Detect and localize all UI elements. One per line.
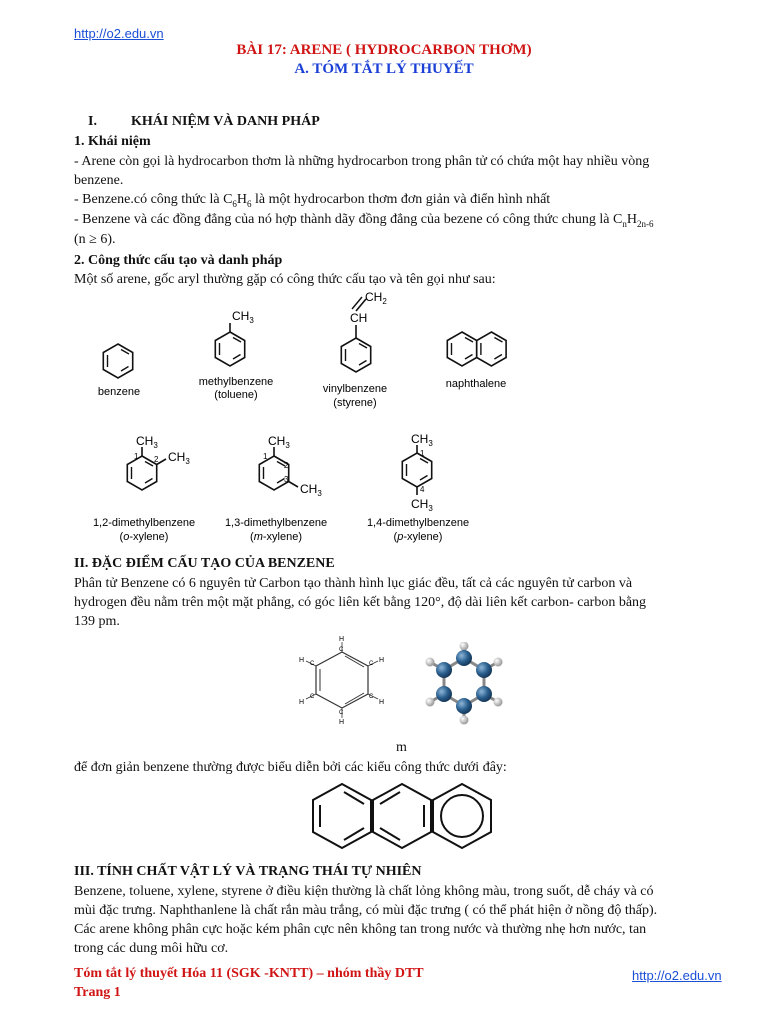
section1-number: I. (88, 114, 97, 129)
section3-heading: III. TÍNH CHẤT VẬT LÝ VÀ TRẠNG THÁI TỰ NHIÊN (74, 864, 422, 879)
styrene-label: vinylbenzene (322, 383, 388, 395)
styrene-ch: CH (350, 311, 368, 325)
benzene-ball-stick-model (412, 642, 522, 732)
toluene-common-label: (toluene) (214, 389, 258, 401)
o-xylene-ch3-1: $CH_3$ (136, 434, 158, 450)
m-xylene-ch3-1: $CH_3$ (268, 434, 290, 450)
styrene-ch2: $CH_2$ (365, 290, 387, 306)
o-xylene-ch3-2: $CH_3$ (168, 450, 190, 466)
o-xylene-num2: 2 (154, 455, 159, 464)
section3-p1: Benzene, toluene, xylene, styrene ở điều kiện thường là chất lỏng không màu, trong suốt, dễ cháy và có (74, 884, 654, 899)
p-xylene-num4: 4 (420, 485, 425, 494)
kekule-h-bottom: H (339, 719, 345, 724)
paragraph-arene-def: - Arene còn gọi là hydrocarbon thơm là những hydrocarbon trong phân tử có chứa một hay nhiều vòng (74, 154, 650, 169)
section2-p1: Phân tử Benzene có 6 nguyên tử Carbon tạo thành hình lục giác đều, tất cả các nguyên tử carbon và (74, 576, 633, 591)
section3-p4: trong các dung môi hữu cơ. (74, 941, 229, 956)
benzene-kekule-structure (290, 634, 400, 724)
kekule-c: C (310, 694, 315, 700)
stray-m-char: m (396, 740, 407, 755)
paragraph-arene-def-cont: benzene. (74, 173, 124, 188)
benzene-kekule-1 (313, 784, 371, 848)
toluene-label: methylbenzene (198, 376, 274, 388)
section-subtitle: A. TÓM TẮT LÝ THUYẾT (294, 61, 474, 77)
section3-p3: Các arene không phân cực hoặc kém phân cực nên không tan trong nước và thường nhẹ hơn nước, tan (74, 922, 647, 937)
arene-structures-figure (70, 285, 510, 555)
paragraph-homologous-series: - Benzene và các đồng đẳng của nó hợp thành dãy đồng đẳng của bezene có công thức chung là $C_nH_{2n-6}$ (74, 212, 654, 229)
paragraph-benzene-formula: - Benzene.có công thức là $C_6H_6$ là một hydrocarbon thơm đơn giản và điển hình nhất (74, 192, 551, 209)
kekule-h-bl: H (299, 699, 305, 706)
footer-page-number: Trang 1 (74, 985, 121, 1000)
kekule-c: C (339, 647, 344, 653)
o-xylene-label: 1,2-dimethylbenzene (92, 517, 196, 529)
kekule-c: C (369, 661, 374, 667)
section2-p2: hydrogen đều nằm trên một mặt phẳng, có góc liên kết bằng 120°, độ dài liên kết carbon- carbon bằng (74, 595, 647, 610)
styrene-structure (341, 297, 370, 372)
p-xylene-label: 1,4-dimethylbenzene (366, 517, 470, 529)
section2-p3: 139 pm. (74, 614, 120, 629)
paragraph-n-condition: (n ≥ 6). (74, 232, 116, 247)
section2-heading: II. ĐẶC ĐIỂM CẤU TẠO CỦA BENZENE (74, 556, 335, 571)
kekule-c: C (369, 694, 374, 700)
subheading-structure-naming: 2. Công thức cấu tạo và danh pháp (74, 253, 283, 268)
benzene-label: benzene (97, 386, 141, 398)
m-xylene-num1: 1 (263, 452, 268, 461)
section2-p4: để đơn giản benzene thường được biểu diễn bởi các kiểu công thức dưới đây: (74, 760, 507, 775)
benzene-representations (310, 780, 495, 852)
kekule-c: C (339, 710, 344, 716)
naphthalene-label: naphthalene (445, 378, 507, 390)
p-xylene-structure (402, 445, 431, 495)
m-xylene-ch3-3: $CH_3$ (300, 482, 322, 498)
benzene-circle (433, 784, 491, 848)
toluene-ch3: $CH_3$ (232, 309, 254, 325)
p-xylene-num1: 1 (420, 449, 425, 458)
p-xylene-ch3-1: $CH_3$ (411, 432, 433, 448)
subheading-khai-niem: 1. Khái niệm (74, 134, 151, 149)
naphthalene-structure (447, 332, 506, 366)
p-xylene-ch3-4: $CH_3$ (411, 497, 433, 513)
toluene-structure (215, 323, 244, 366)
m-xylene-num2: 2 (284, 461, 289, 470)
section1-heading: KHÁI NIỆM VÀ DANH PHÁP (131, 114, 320, 129)
o-xylene-common-label: (o-xylene) (119, 531, 169, 543)
kekule-h-tl: H (299, 657, 305, 664)
header-link[interactable]: http://o2.edu.vn (74, 26, 164, 41)
kekule-h-br: H (379, 699, 385, 706)
paragraph-intro-structures: Một số arene, gốc aryl thường gặp có công thức cấu tạo và tên gọi như sau: (74, 272, 496, 287)
kekule-h-tr: H (379, 657, 385, 664)
styrene-common-label: (styrene) (333, 397, 377, 409)
o-xylene-num1: 1 (134, 452, 139, 461)
benzene-kekule-2 (373, 784, 431, 848)
kekule-h-top: H (339, 636, 345, 643)
m-xylene-num3: 3 (284, 475, 289, 484)
footer-title: Tóm tắt lý thuyết Hóa 11 (SGK -KNTT) – nhóm thầy DTT (74, 966, 424, 981)
benzene-structure (103, 344, 132, 378)
p-xylene-common-label: (p-xylene) (393, 531, 443, 543)
m-xylene-common-label: (m-xylene) (250, 531, 302, 543)
section3-p2: mùi đặc trưng. Naphthanlene là chất rắn màu trắng, có mùi đặc trưng ( có thể phát hiện ở nồng độ thấp). (74, 903, 658, 918)
footer-link[interactable]: http://o2.edu.vn (632, 968, 722, 983)
kekule-c: C (310, 661, 315, 667)
m-xylene-label: 1,3-dimethylbenzene (224, 517, 328, 529)
lesson-title: BÀI 17: ARENE ( HYDROCARBON THƠM) (236, 42, 532, 58)
